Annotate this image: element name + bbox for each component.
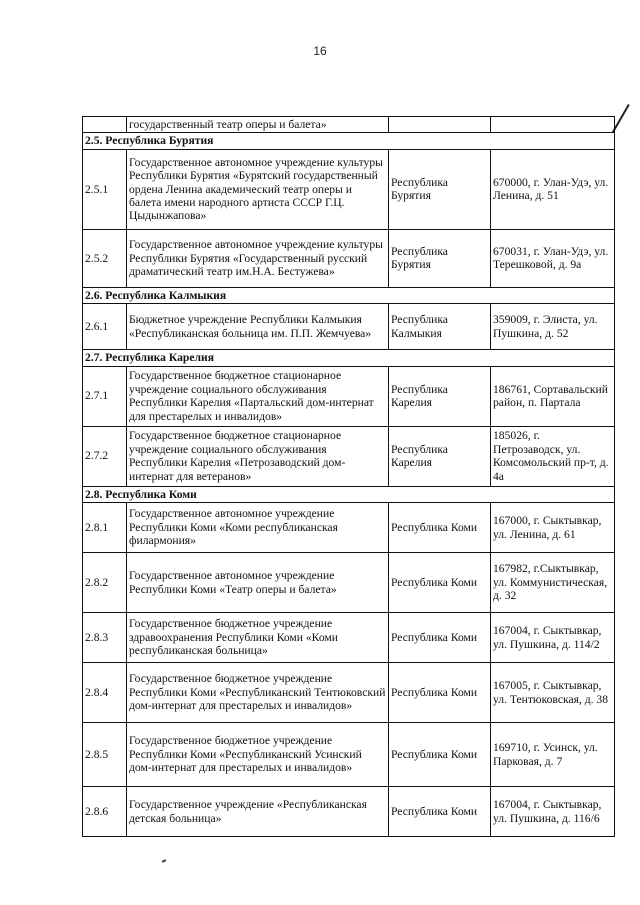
entry-number: 2.8.1 [83,503,127,553]
stray-pen-mark [162,859,166,863]
entry-address: 167005, г. Сыктывкар, ул. Тентюковская, д. 38 [491,663,615,723]
institution-name: Государственное бюджетное учреждение Республики Коми «Республиканский Усинский дом-интернат для престарелых и инвалидов» [127,723,389,787]
continuation-region-cell [389,117,491,133]
institutions-table-body [83,117,615,837]
entry-number: 2.5.2 [83,229,127,287]
entry-number: 2.8.2 [83,553,127,613]
entry-address: 670000, г. Улан-Удэ, ул. Ленина, д. 51 [491,149,615,229]
institution-name: Государственное автономное учреждение культуры Республики Бурятия «Государственный русский драматический театр им.Н.А. Бестужева» [127,229,389,287]
entry-address: 670031, г. Улан-Удэ, ул. Терешковой, д. 9а [491,229,615,287]
entry-region: Республика Бурятия [389,149,491,229]
table-row [83,787,615,837]
table-row [83,663,615,723]
entry-number: 2.8.4 [83,663,127,723]
entry-region: Республика Коми [389,503,491,553]
continuation-row [83,117,615,133]
entry-region: Республика Коми [389,663,491,723]
institution-name: Государственное бюджетное учреждение Республики Коми «Республиканский Тентюковский дом-интернат для престарелых и инвалидов» [127,663,389,723]
table-row [83,613,615,663]
institution-name: Государственное бюджетное стационарное учреждение социального обслуживания Республики Карелия «Партальский дом-интернат для престарелых и инвалидов» [127,366,389,426]
entry-number: 2.8.3 [83,613,127,663]
entry-address: 167004, г. Сыктывкар, ул. Пушкина, д. 116/6 [491,787,615,837]
entry-region: Республика Карелия [389,366,491,426]
section-header-row [83,350,615,366]
institutions-table [82,116,615,837]
table-row [83,229,615,287]
table-row [83,149,615,229]
entry-region: Республика Бурятия [389,229,491,287]
entry-address: 359009, г. Элиста, ул. Пушкина, д. 52 [491,304,615,350]
entry-region: Республика Карелия [389,426,491,486]
entry-region: Республика Коми [389,787,491,837]
table-row [83,426,615,486]
entry-address: 167000, г. Сыктывкар, ул. Ленина, д. 61 [491,503,615,553]
section-header-row [83,133,615,149]
institution-name: Государственное учреждение «Республиканская детская больница» [127,787,389,837]
institution-name: Государственное автономное учреждение Республики Коми «Коми республиканская филармония» [127,503,389,553]
entry-number: 2.7.2 [83,426,127,486]
entry-number: 2.8.6 [83,787,127,837]
entry-address: 186761, Сортавальский район, п. Партала [491,366,615,426]
section-header-row [83,287,615,303]
entry-region: Республика Коми [389,553,491,613]
table-row [83,366,615,426]
entry-address: 167982, г.Сыктывкар, ул. Коммунистическая, д. 32 [491,553,615,613]
section-title: 2.8. Республика Коми [83,486,615,502]
entry-address: 185026, г. Петрозаводск, ул. Комсомольский пр-т, д. 4а [491,426,615,486]
institution-name: Государственное автономное учреждение Республики Коми «Театр оперы и балета» [127,553,389,613]
section-title: 2.5. Республика Бурятия [83,133,615,149]
institution-name: Государственное автономное учреждение культуры Республики Бурятия «Бурятский государственный ордена Ленина академический театр оперы и балета имени народного артиста СССР Г.Ц. Цыдынжапова» [127,149,389,229]
table-row [83,723,615,787]
section-title: 2.6. Республика Калмыкия [83,287,615,303]
section-title: 2.7. Республика Карелия [83,350,615,366]
institution-name: Бюджетное учреждение Республики Калмыкия «Республиканская больница им. П.П. Жемчуева» [127,304,389,350]
entry-number: 2.5.1 [83,149,127,229]
institution-name: Государственное бюджетное учреждение здравоохранения Республики Коми «Коми республиканская больница» [127,613,389,663]
table-row [83,304,615,350]
table-row [83,503,615,553]
entry-address: 167004, г. Сыктывкар, ул. Пушкина, д. 114/2 [491,613,615,663]
entry-region: Республика Калмыкия [389,304,491,350]
entry-region: Республика Коми [389,723,491,787]
entry-number: 2.8.5 [83,723,127,787]
entry-number: 2.6.1 [83,304,127,350]
institution-name: Государственное бюджетное стационарное учреждение социального обслуживания Республики Карелия «Петрозаводский дом-интернат для ветеранов» [127,426,389,486]
continuation-name-cell: государственный театр оперы и балета» [127,117,389,133]
continuation-num-cell [83,117,127,133]
section-header-row [83,486,615,502]
entry-address: 169710, г. Усинск, ул. Парковая, д. 7 [491,723,615,787]
continuation-address-cell [491,117,615,133]
entry-number: 2.7.1 [83,366,127,426]
entry-region: Республика Коми [389,613,491,663]
page-number: 16 [313,44,327,58]
table-row [83,553,615,613]
